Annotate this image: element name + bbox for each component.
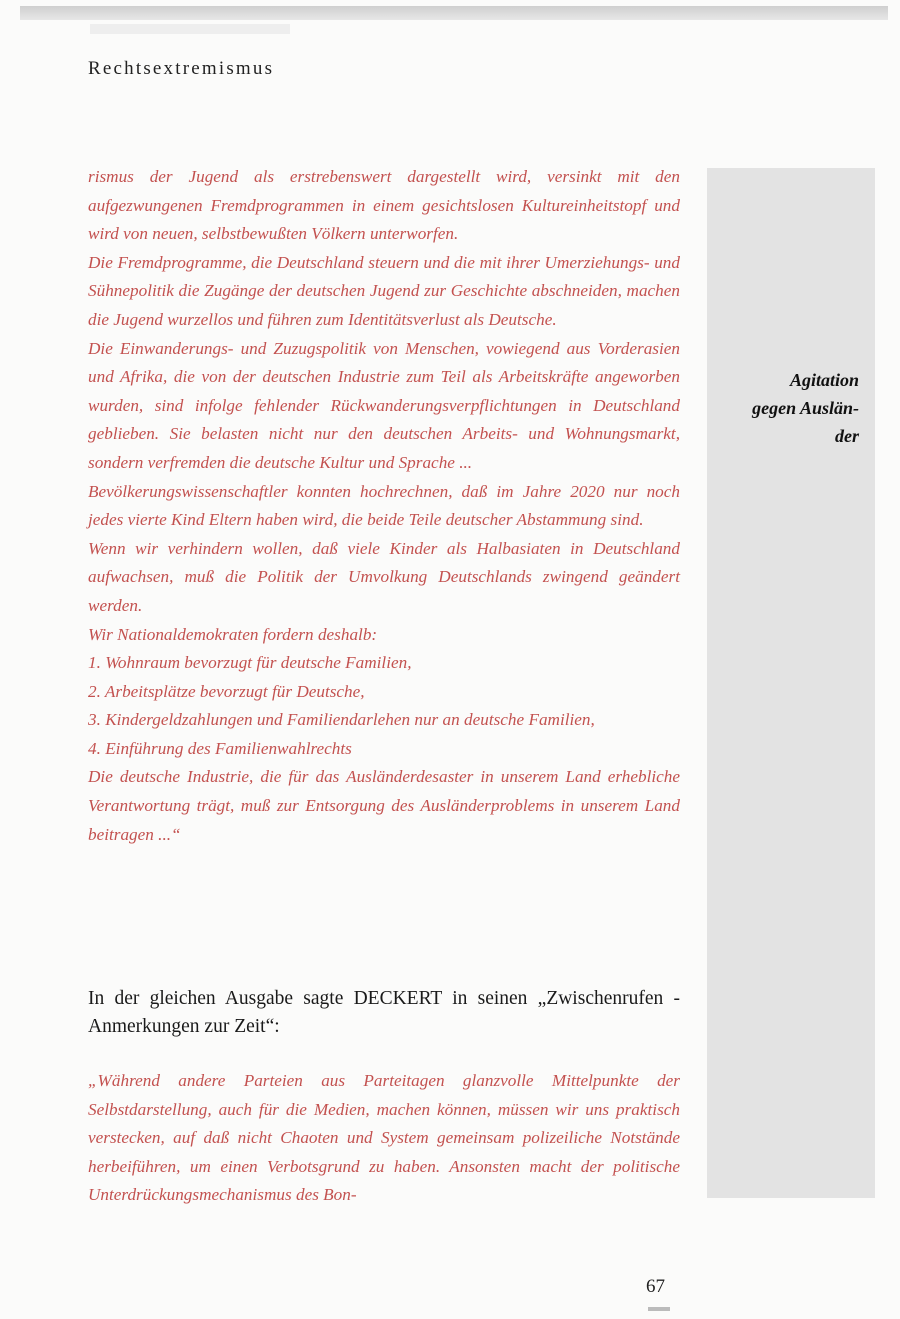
quote-paragraph: Die Fremdprogramme, die Deutschland steuern und die mit ihrer Umerziehungs- und Sühnepolitik die Zugänge der deutschen Jugend zur Geschichte abschneiden, machen die Jugend wurzellos und führen zum Identitätsverlust als Deutsche. — [88, 252, 680, 329]
demand-item: 4. Einführung des Familienwahlrechts — [88, 738, 352, 758]
quote-paragraph: Die deutsche Industrie, die für das Ausländerdesaster in unserem Land erhebliche Verantwortung trägt, muß zur Entsorgung des Ausländerproblems in unserem Land beitragen ...“ — [88, 767, 680, 844]
quote-paragraph: „Während andere Parteien aus Parteitagen glanzvolle Mittelpunkte der Selbstdarstellung, auch für die Medien, machen können, müssen wir uns praktisch verstecken, auf daß nicht Chaoten und System gemeinsam polizeiliche Notstände herbeiführen, um einen Verbotsgrund zu haben. Ansonsten macht der politische Unterdrückungsmechanismus des Bon- — [88, 1071, 680, 1205]
quote-paragraph: Wenn wir verhindern wollen, daß viele Kinder als Halbasiaten in Deutschland aufwachsen, muß die Politik der Umvolkung Deutschlands zwingend geändert werden. — [88, 538, 680, 615]
page-mark — [648, 1307, 670, 1311]
scan-artifact — [90, 24, 290, 34]
margin-note-line: Agitation — [789, 370, 859, 390]
margin-note-line: der — [835, 426, 859, 446]
quote-paragraph: Wir Nationaldemokraten fordern deshalb: — [88, 624, 378, 644]
margin-note — [707, 366, 859, 450]
margin-note-line: gegen Auslän- — [752, 398, 859, 418]
quote-block-1 — [88, 163, 680, 849]
intro-paragraph: In der gleichen Ausgabe sagte DECKERT in seinen „Zwischenrufen - Anmerkungen zur Zeit“: — [88, 988, 680, 1037]
quote-paragraph: rismus der Jugend als erstrebenswert dargestellt wird, versinkt mit den aufgezwungenen Fremdprogrammen in einem gesichtslosen Kultureinheitstopf und wird von neuen, selbstbewußten Völkern unterworfen. — [88, 167, 680, 244]
demand-item: 2. Arbeitsplätze bevorzugt für Deutsche, — [88, 681, 365, 701]
demand-item: 3. Kindergeldzahlungen und Familiendarlehen nur an deutsche Familien, — [88, 710, 595, 730]
quote-paragraph: Die Einwanderungs- und Zuzugspolitik von Menschen, vowiegend aus Vorderasien und Afrika, die von der deutschen Industrie zum Teil als Arbeitskräfte angeworben wurden, sind infolge fehlender Rückwanderungsverpflichtungen in Deutschland geblieben. Sie belasten nicht nur den deutschen Arbeits- und Wohnungsmarkt, sondern verfremden die deutsche Kultur und Sprache ... — [88, 338, 680, 472]
top-rule — [20, 6, 888, 20]
quote-block-2 — [88, 1067, 680, 1210]
demand-item: 1. Wohnraum bevorzugt für deutsche Familien, — [88, 653, 412, 673]
running-head: Rechtsextremismus — [88, 58, 275, 79]
page-number: 67 — [646, 1276, 665, 1297]
quote-paragraph: Bevölkerungswissenschaftler konnten hochrechnen, daß im Jahre 2020 nur noch jedes vierte Kind Eltern haben wird, die beide Teile deutscher Abstammung sind. — [88, 481, 680, 530]
margin-sidebar — [707, 168, 875, 1198]
